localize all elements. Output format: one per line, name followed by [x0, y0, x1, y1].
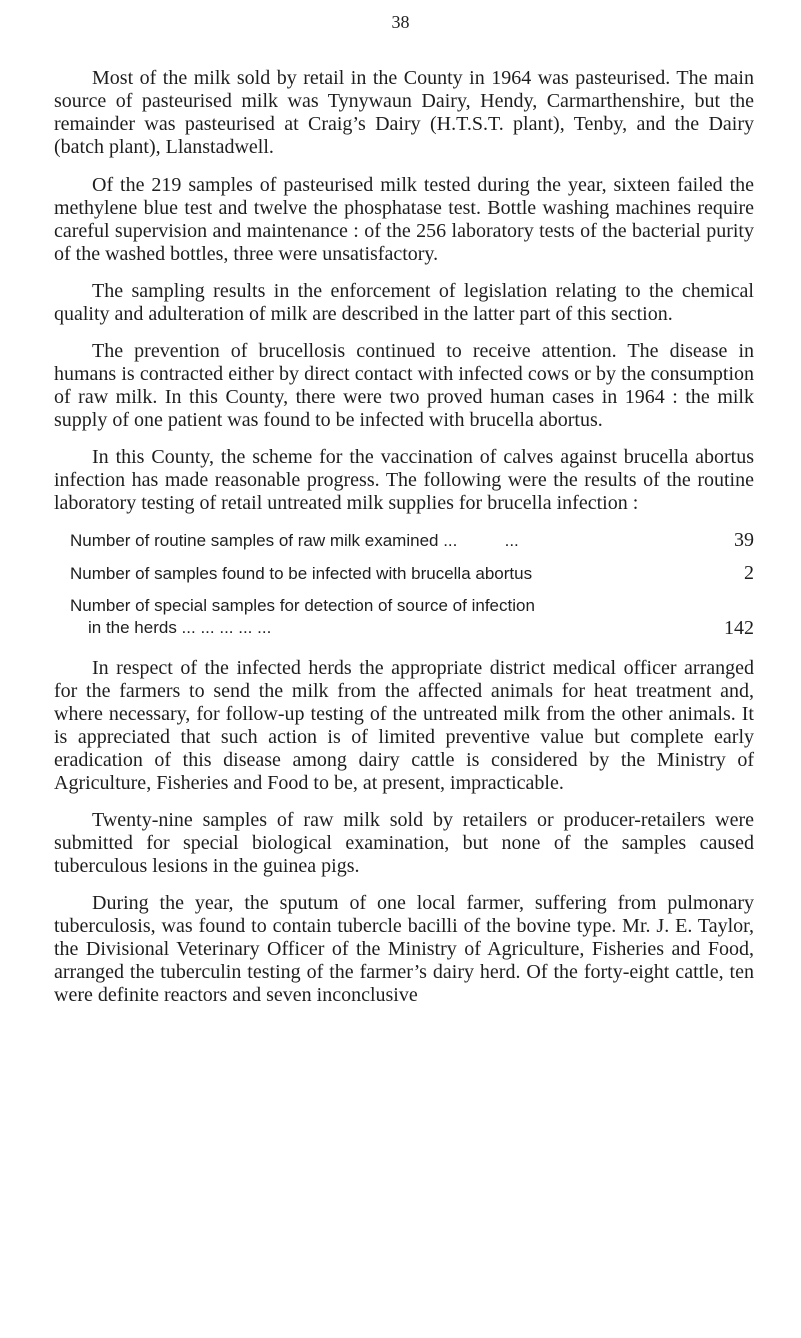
table-row-value: 142 — [724, 617, 754, 639]
paragraph-pasteurised-milk-sources: Most of the milk sold by retail in the County in 1964 was pasteurised. The main source of pasteurised milk was Tynywaun Dairy, Hendy, Carmarthenshire, but the remainder was pasteurised at Craig’s Dairy (H.T.S.T. plant), Tenby, and the Dairy (batch plant), Llanstadwell. — [54, 67, 754, 158]
brucella-results-table — [54, 529, 754, 639]
table-row — [54, 595, 754, 639]
table-row-label — [54, 530, 714, 552]
document-body — [54, 67, 754, 1021]
paragraph-biological-examination: Twenty-nine samples of raw milk sold by retailers or producer-retailers were submitted for special biological examination, but none of the samples caused tuberculous lesions in the guinea pigs. — [54, 809, 754, 877]
table-row-label-text: Number of special samples for detection of source of infection — [70, 596, 535, 615]
paragraph-infected-herds: In respect of the infected herds the appropriate district medical officer arranged for the farmers to send the milk from the affected animals for heat treatment and, where necessary, for follow-up testing of the untreated milk from the other animals. It is appreciated that such action is of limited preventive value but complete early eradication of this disease among dairy cattle is considered by the Ministry of Agriculture, Fisheries and Food to be, at present, impracticable. — [54, 657, 754, 794]
table-row — [54, 562, 754, 585]
table-row-label — [54, 563, 714, 585]
paragraph-brucellosis-prevention: The prevention of brucellosis continued to receive attention. The disease in humans is contracted either by direct contact with infected cows or by the consumption of raw milk. In this County, there were two proved human cases in 1964 : the milk supply of one patient was found to be infected with brucella abortus. — [54, 340, 754, 431]
table-row-leader-dots: ... — [457, 531, 519, 550]
table-row-label-text: Number of routine samples of raw milk examined ... — [70, 531, 458, 550]
table-row-label — [54, 595, 714, 639]
paragraph-pasteurised-samples: Of the 219 samples of pasteurised milk tested during the year, sixteen failed the methylene blue test and twelve the phosphatase test. Bottle washing machines require careful supervision and maintenance : of the 256 laboratory tests of the bacterial purity of the washed bottles, three were unsatisfactory. — [54, 174, 754, 265]
table-row — [54, 529, 754, 552]
page-number: 38 — [391, 12, 410, 32]
table-row-value: 2 — [744, 562, 754, 584]
paragraph-vaccination-scheme: In this County, the scheme for the vaccination of calves against brucella abortus infection has made reasonable progress. The following were the results of the routine laboratory testing of retail untreated milk supplies for brucella infection : — [54, 446, 754, 514]
table-row-label-text: Number of samples found to be infected with brucella abortus — [70, 564, 533, 583]
table-row-label-continuation: in the herds ... ... ... ... ... — [88, 618, 272, 637]
table-row-value: 39 — [734, 529, 754, 551]
paragraph-bovine-tuberculosis: During the year, the sputum of one local farmer, suffering from pulmonary tuberculosis, was found to contain tubercle bacilli of the bovine type. Mr. J. E. Taylor, the Divisional Veterinary Officer of the Ministry of Agriculture, Fisheries and Food, arranged the tuberculin testing of the farmer’s dairy herd. Of the forty-eight cattle, ten were definite reactors and seven inconclusive — [54, 892, 754, 1006]
paragraph-sampling-results: The sampling results in the enforcement of legislation relating to the chemical quality and adulteration of milk are described in the latter part of this section. — [54, 280, 754, 325]
